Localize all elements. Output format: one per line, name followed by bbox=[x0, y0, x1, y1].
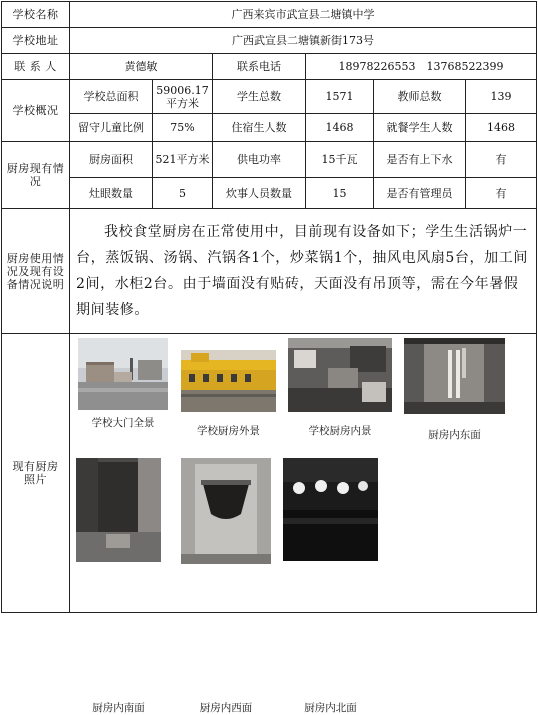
leftbehind-label: 留守儿童比例 bbox=[70, 114, 153, 142]
school-area-value: 59006.17平方米 bbox=[153, 80, 213, 114]
kitchen-interior-picture bbox=[288, 338, 392, 412]
kitchen-south-picture bbox=[76, 458, 161, 562]
teachers-value: 139 bbox=[466, 80, 537, 114]
stove-value: 5 bbox=[153, 178, 213, 209]
photo-caption: 厨房内南面 bbox=[92, 702, 145, 714]
admin-label: 是否有管理员 bbox=[374, 178, 466, 209]
form-table bbox=[1, 1, 537, 714]
admin-value: 有 bbox=[466, 178, 537, 209]
row-overview-1 bbox=[2, 80, 537, 114]
boarding-label: 住宿生人数 bbox=[213, 114, 306, 142]
photo-image bbox=[181, 458, 271, 564]
photos-cell bbox=[70, 334, 537, 714]
dining-value: 1468 bbox=[466, 114, 537, 142]
row-kitchen-1 bbox=[2, 142, 537, 178]
phone-value: 18978226553 13768522399 bbox=[306, 54, 537, 80]
school-gate-picture bbox=[78, 338, 168, 410]
kitchen-north-picture bbox=[283, 458, 378, 561]
usage-section-label: 厨房使用情况及现有设备情况说明 bbox=[2, 209, 70, 334]
contact-label: 联 系 人 bbox=[2, 54, 70, 80]
water-value: 有 bbox=[466, 142, 537, 178]
photo-image bbox=[76, 458, 161, 562]
school-address-value: 广西武宣县二塘镇新街173号 bbox=[70, 28, 537, 54]
photo-caption: 学校厨房外景 bbox=[197, 425, 260, 437]
kitchen-section-label: 厨房现有情况 bbox=[2, 142, 70, 209]
photo-image bbox=[181, 350, 276, 412]
school-area-label: 学校总面积 bbox=[70, 80, 153, 114]
row-school-name bbox=[2, 2, 537, 28]
photo-caption: 厨房内北面 bbox=[304, 702, 357, 714]
row-usage bbox=[2, 209, 537, 334]
photo-image bbox=[288, 338, 392, 412]
staff-value: 15 bbox=[306, 178, 374, 209]
kitchen-east-picture bbox=[404, 338, 505, 414]
kitchen-exterior-picture bbox=[181, 350, 276, 412]
boarding-value: 1468 bbox=[306, 114, 374, 142]
teachers-label: 教师总数 bbox=[374, 80, 466, 114]
row-school-address bbox=[2, 28, 537, 54]
water-label: 是否有上下水 bbox=[374, 142, 466, 178]
photo-grid bbox=[70, 334, 536, 714]
school-address-label: 学校地址 bbox=[2, 28, 70, 54]
students-value: 1571 bbox=[306, 80, 374, 114]
row-overview-2 bbox=[2, 114, 537, 142]
usage-text: 我校食堂厨房在正常使用中，目前现有设备如下；学生生活锅炉一台，蒸饭锅、汤锅、汽锅各1个，炒菜锅1个，抽风电风扇5台，加工间2间，水柜2台。由于墙面没有贴砖，天面没有吊顶等，需在今年暑假期间装修。 bbox=[76, 224, 528, 318]
contact-value: 黄德敏 bbox=[70, 54, 213, 80]
row-kitchen-2 bbox=[2, 178, 537, 209]
kitchen-area-value: 521平方米 bbox=[153, 142, 213, 178]
photo-image bbox=[283, 458, 378, 561]
kitchen-area-label: 厨房面积 bbox=[70, 142, 153, 178]
overview-section-label: 学校概况 bbox=[2, 80, 70, 142]
photo-caption: 厨房内东面 bbox=[428, 429, 481, 441]
photo-image bbox=[404, 338, 505, 414]
staff-label: 炊事人员数量 bbox=[213, 178, 306, 209]
photo-caption: 厨房内西面 bbox=[199, 702, 253, 714]
row-photos bbox=[2, 334, 537, 613]
usage-text-cell bbox=[70, 209, 537, 334]
phone-label: 联系电话 bbox=[213, 54, 306, 80]
photo-image bbox=[78, 338, 168, 410]
power-label: 供电功率 bbox=[213, 142, 306, 178]
kitchen-west-picture bbox=[181, 458, 271, 564]
leftbehind-value: 75% bbox=[153, 114, 213, 142]
row-contact bbox=[2, 54, 537, 80]
school-name-value: 广西来宾市武宣县二塘镇中学 bbox=[70, 2, 537, 28]
students-label: 学生总数 bbox=[213, 80, 306, 114]
stove-label: 灶眼数量 bbox=[70, 178, 153, 209]
dining-label: 就餐学生人数 bbox=[374, 114, 466, 142]
photos-section-label: 现有厨房照片 bbox=[2, 334, 70, 613]
school-name-label: 学校名称 bbox=[2, 2, 70, 28]
photo-caption: 学校大门全景 bbox=[91, 417, 155, 429]
power-value: 15千瓦 bbox=[306, 142, 374, 178]
photo-caption: 学校厨房内景 bbox=[308, 425, 372, 437]
